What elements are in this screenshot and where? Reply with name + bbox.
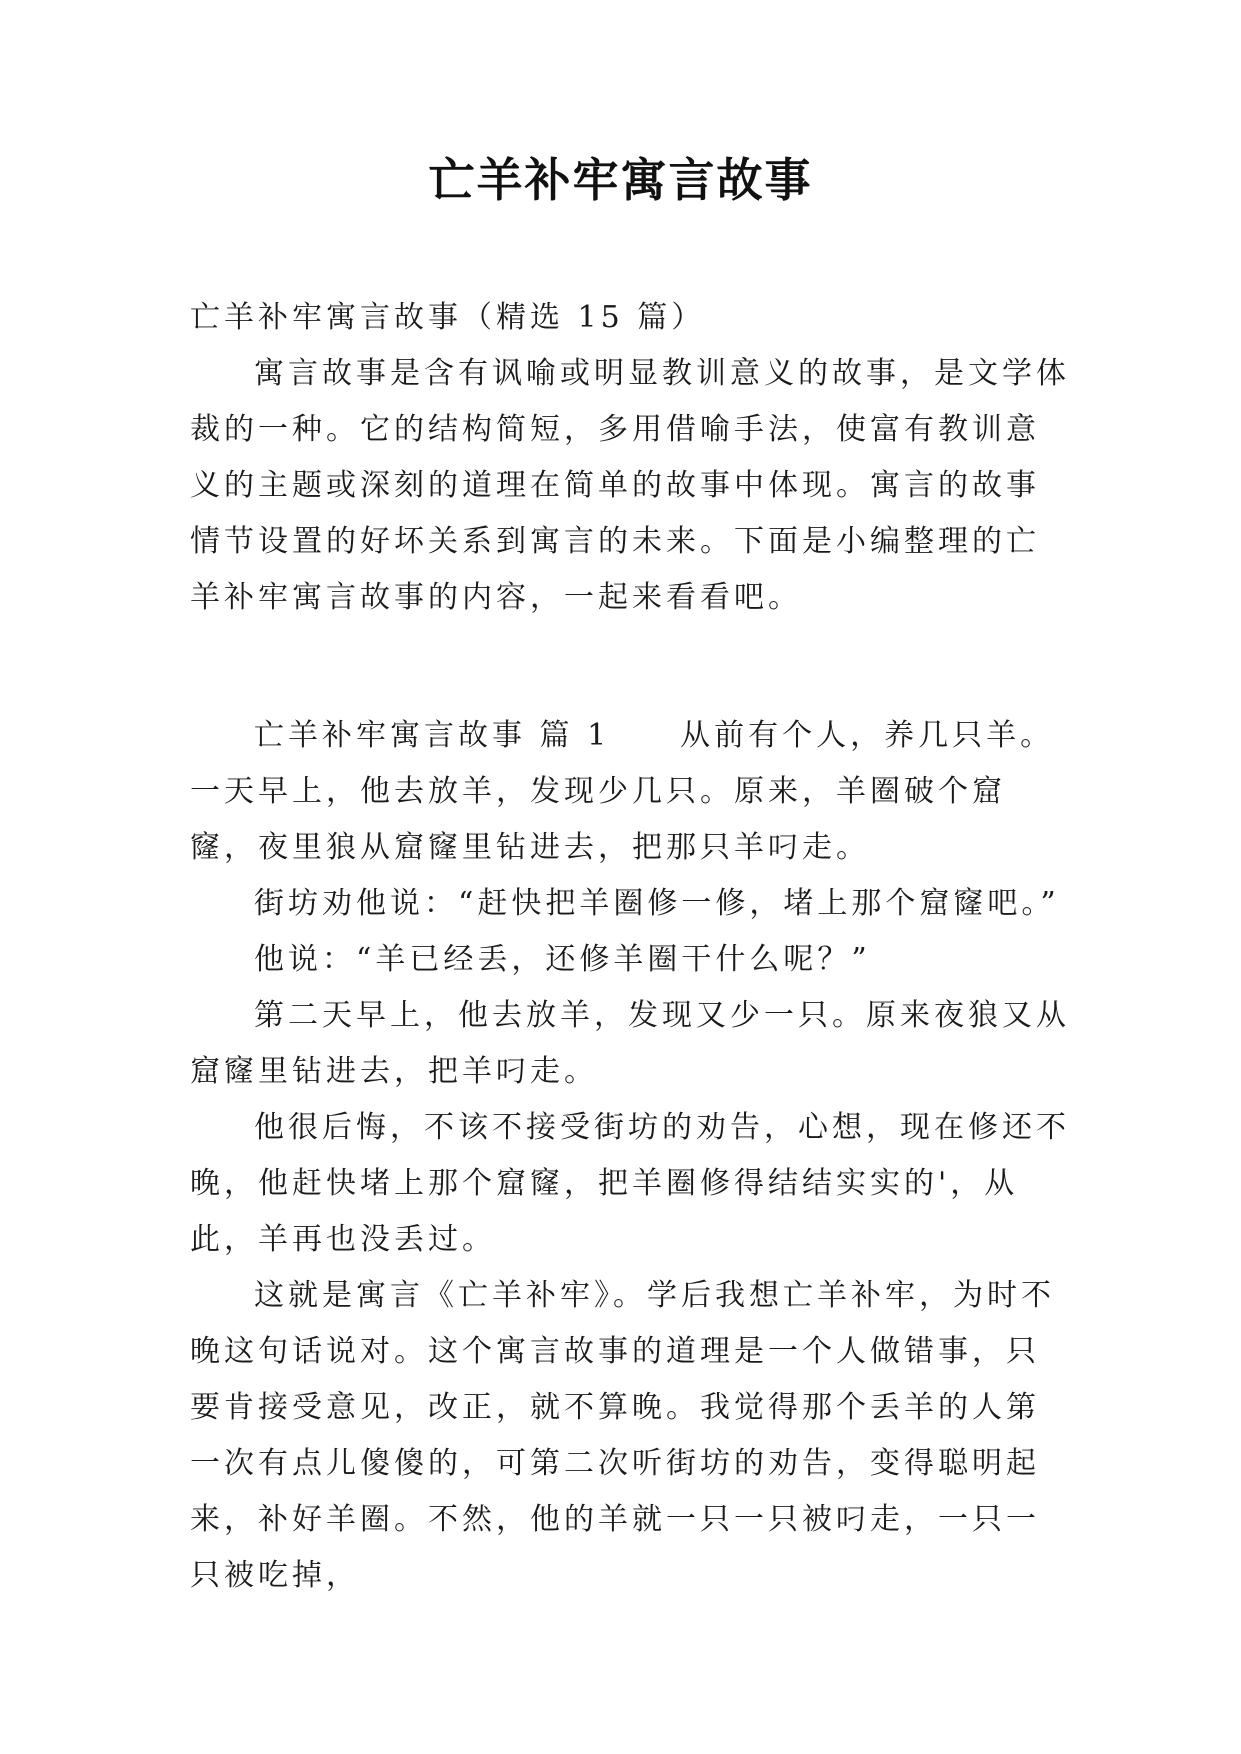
section-1-paragraph-1: 从前有个人，养几只羊。一天早上，他去放羊，发现少几只。原来，羊圈破个窟窿，夜里狼从窟窿里钻进去，把那只羊叼走。 — [190, 718, 1055, 865]
section-1-paragraph-2: 街坊劝他说：“赶快把羊圈修一修，堵上那个窟窿吧。” — [254, 886, 1060, 921]
section-1-first-paragraph — [190, 708, 1070, 876]
section-1-heading: 亡羊补牢寓言故事 篇 1 — [254, 718, 611, 753]
intro-paragraph: 寓言故事是含有讽喻或明显教训意义的故事，是文学体裁的一种。它的结构简短，多用借喻手法，使富有教训意义的主题或深刻的道理在简单的故事中体现。寓言的故事情节设置的好坏关系到寓言的未来。下面是小编整理的亡羊补牢寓言故事的内容，一起来看看吧。 — [190, 356, 1070, 615]
section-1-paragraph-5: 他很后悔，不该不接受街坊的劝告，心想，现在修还不晚，他赶快堵上那个窟窿，把羊圈修得结结实实的'，从此，羊再也没丢过。 — [190, 1110, 1070, 1257]
document-body — [190, 290, 1070, 1604]
section-1-paragraph-4: 第二天早上，他去放羊，发现又少一只。原来夜狼又从窟窿里钻进去，把羊叼走。 — [190, 998, 1070, 1089]
document-subtitle: 亡羊补牢寓言故事（精选 15 篇） — [190, 300, 706, 335]
section-1-paragraph-3: 他说：“羊已经丢，还修羊圈干什么呢？” — [254, 942, 871, 977]
document-title: 亡羊补牢寓言故事 — [428, 153, 813, 207]
section-1-paragraph-6: 这就是寓言《亡羊补牢》。学后我想亡羊补牢，为时不晚这句话说对。这个寓言故事的道理是一个人做错事，只要肯接受意见，改正，就不算晚。我觉得那个丢羊的人第一次有点儿傻傻的，可第二次听街坊的劝告，变得聪明起来，补好羊圈。不然，他的羊就一只一只被叼走，一只一只被吃掉， — [190, 1278, 1055, 1593]
section-spacer — [190, 626, 1070, 708]
